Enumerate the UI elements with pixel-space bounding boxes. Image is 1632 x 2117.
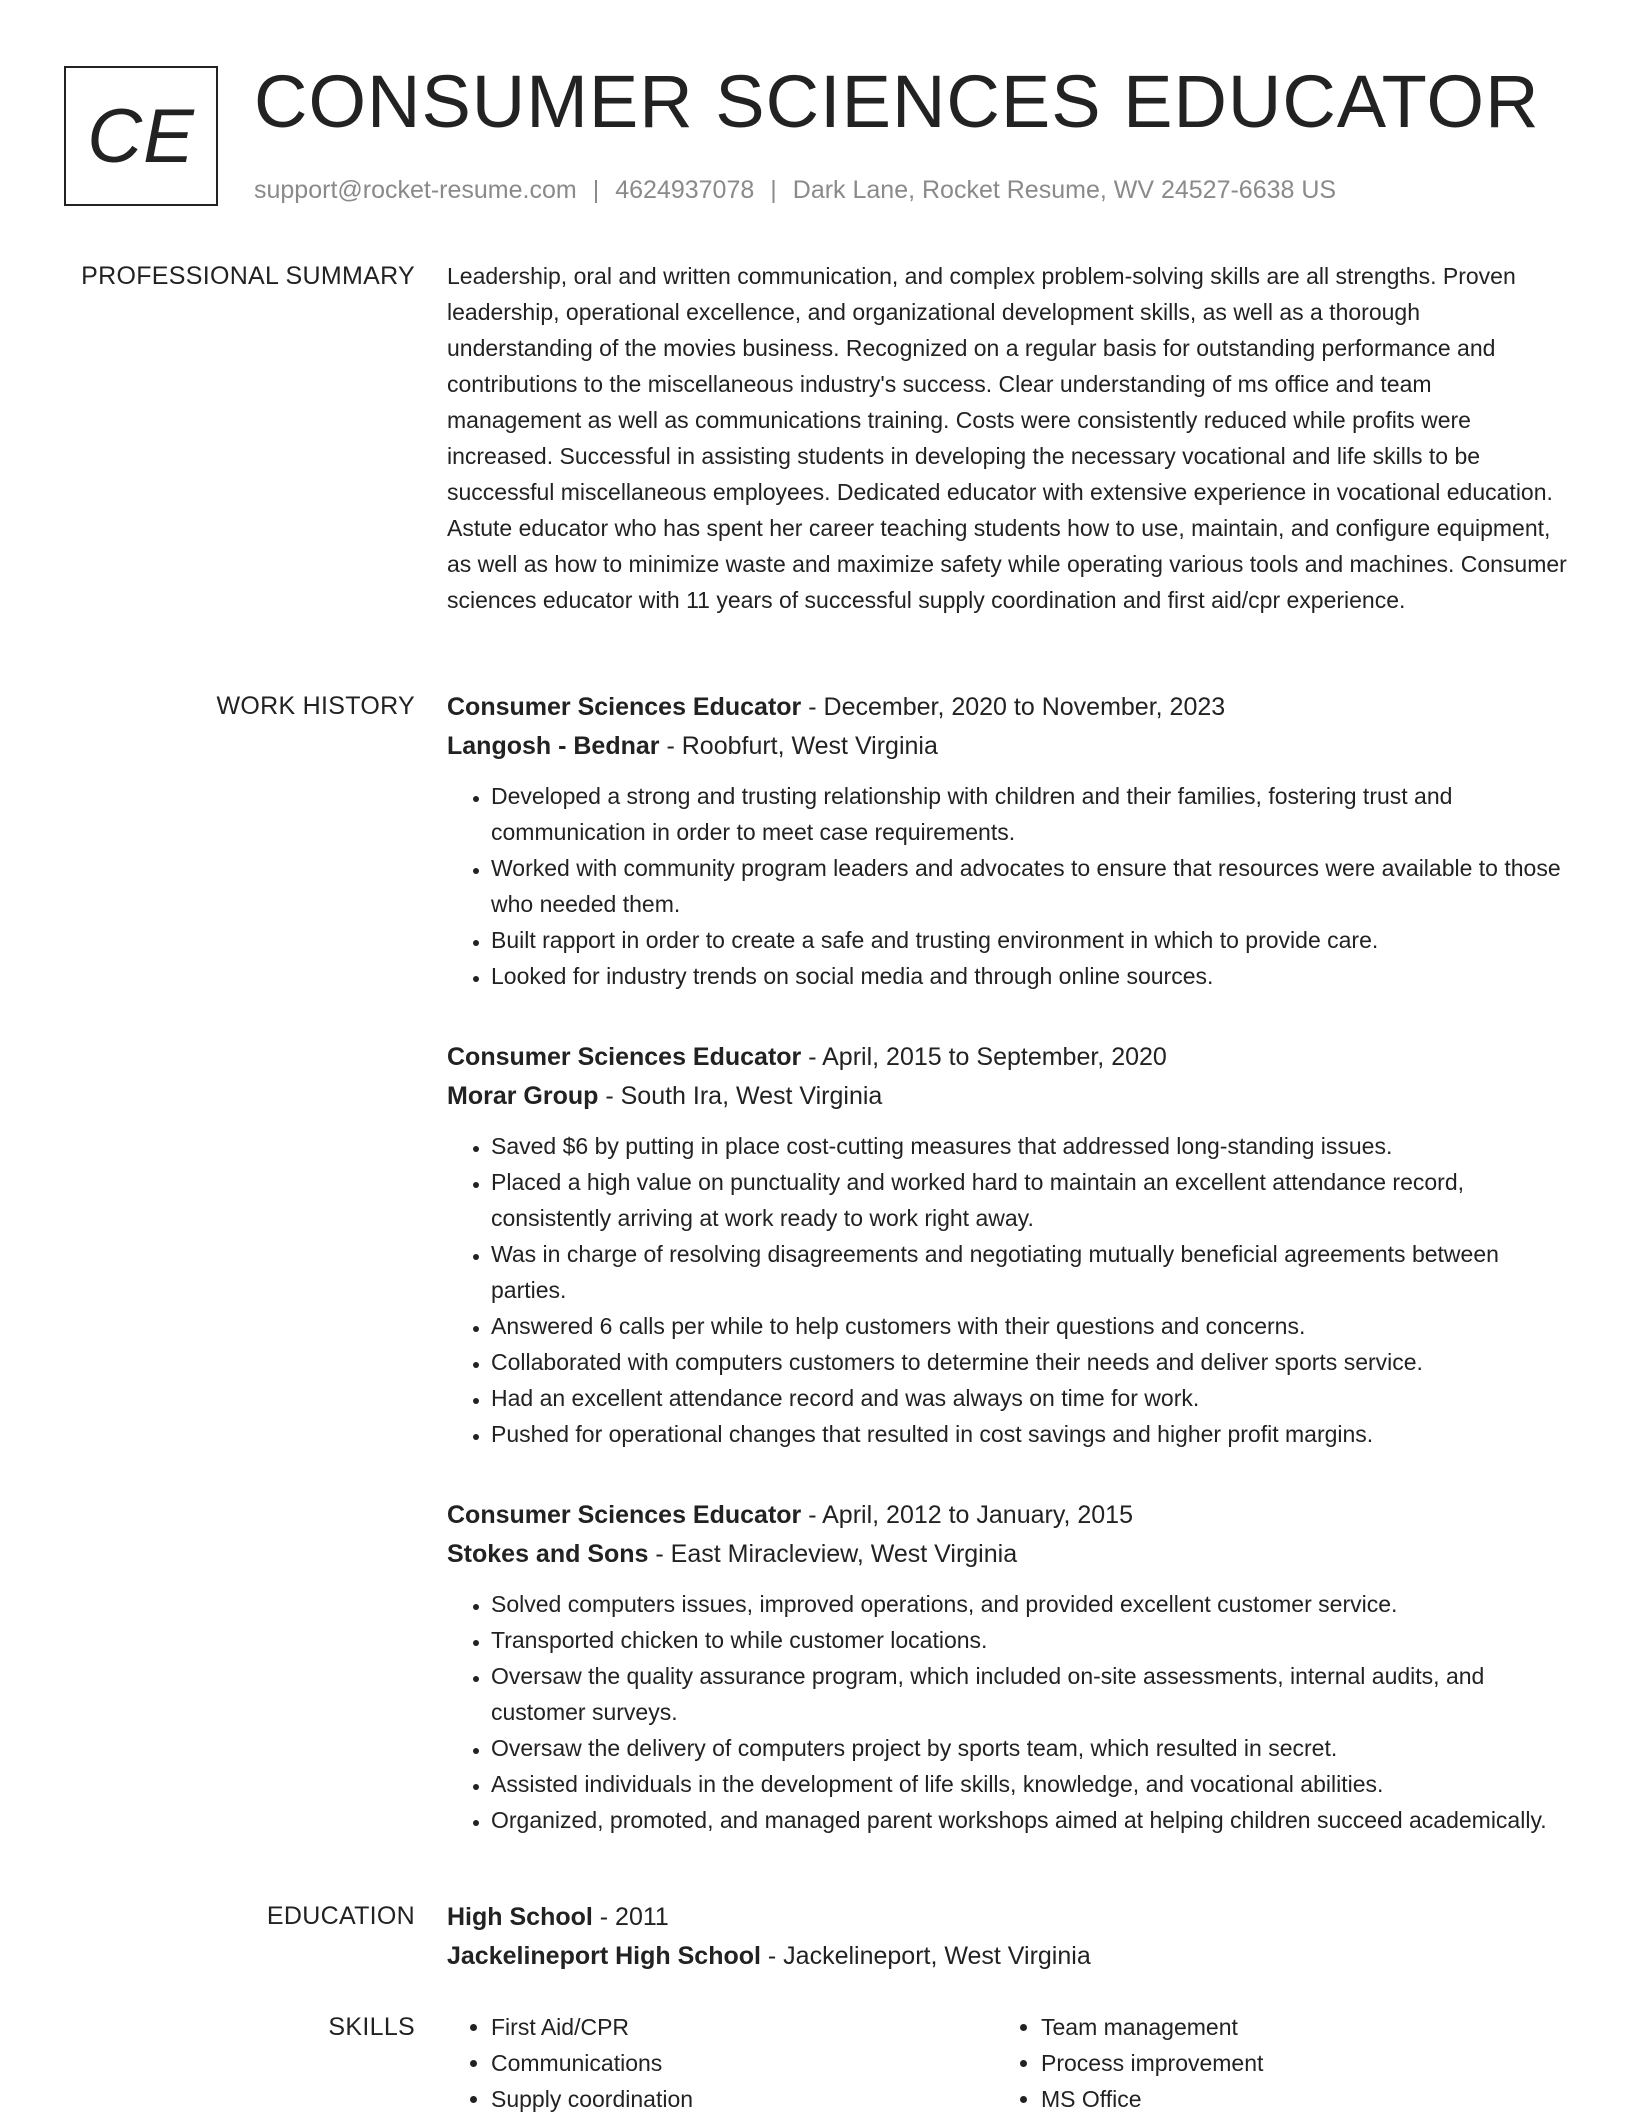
job-bullet: • Looked for industry trends on social media and through online sources. [491, 958, 1567, 994]
job-company: Stokes and Sons [447, 1540, 649, 1568]
education-degree: High School [447, 1903, 593, 1931]
education-school-line [447, 1937, 1567, 1976]
skills-column-left [447, 2009, 997, 2117]
education-location: - Jackelineport, West Virginia [760, 1942, 1091, 1970]
job-bullet: • Was in charge of resolving disagreements and negotiating mutually beneficial agreements between parties. [491, 1236, 1567, 1308]
job-title: Consumer Sciences Educator [447, 1043, 802, 1071]
job-entry [447, 1496, 1567, 1838]
job-entry [447, 688, 1567, 994]
job-bullet: • Worked with community program leaders and advocates to ensure that resources were available to those who needed them. [491, 850, 1567, 922]
summary-text: Leadership, oral and written communication, and complex problem-solving skills are all strengths. Proven leadership, operational excellence, and organizational development skills, as well as a thorough understanding of the movies business. Recognized on a regular basis for outstanding performance and contributions to the miscellaneous industry's success. Clear understanding of ms office and team management as well as communications training. Costs were consistently reduced while profits were increased. Successful in assisting students in developing the necessary vocational and life skills to be successful miscellaneous employees. Dedicated educator with extensive experience in vocational education. Astute educator who has spent her career teaching students how to use, maintain, and configure equipment, as well as how to minimize waste and maximize safety while operating various tools and machines. Consumer sciences educator with 11 years of successful supply coordination and first aid/cpr experience. [447, 263, 1567, 613]
job-bullet: • Assisted individuals in the development of life skills, knowledge, and vocational abilities. [491, 1766, 1567, 1802]
job-bullet: • Solved computers issues, improved operations, and provided excellent customer service. [491, 1586, 1567, 1622]
job-dates: - December, 2020 to November, 2023 [801, 693, 1226, 721]
section-label-education: EDUCATION [266, 1902, 415, 1930]
job-bullet: • Pushed for operational changes that resulted in cost savings and higher profit margins. [491, 1416, 1567, 1452]
contact-email[interactable]: support@rocket-resume.com [254, 176, 577, 204]
job-title-line [447, 1496, 1567, 1535]
education-school: Jackelineport High School [447, 1942, 761, 1970]
job-bullet: • Placed a high value on punctuality and worked hard to maintain an excellent attendance record, consistently arriving at work ready to work right away. [491, 1164, 1567, 1236]
job-bullet: • Collaborated with computers customers to determine their needs and deliver sports service. [491, 1344, 1567, 1380]
skills-list [447, 2009, 997, 2117]
skill-item: • Process improvement [1041, 2045, 1547, 2081]
resume-title: CONSUMER SCIENCES EDUCATOR [254, 60, 1540, 143]
job-bullet: • Built rapport in order to create a safe and trusting environment in which to provide care. [491, 922, 1567, 958]
job-title: Consumer Sciences Educator [447, 693, 802, 721]
job-bullet-list [447, 1586, 1567, 1838]
job-bullet: • Answered 6 calls per while to help customers with their questions and concerns. [491, 1308, 1567, 1344]
education-body [447, 1898, 1567, 1976]
skill-item: • Team management [1041, 2009, 1547, 2045]
job-company: Morar Group [447, 1082, 599, 1110]
skills-grid [447, 2009, 1567, 2117]
contact-address: Dark Lane, Rocket Resume, WV 24527-6638 US [792, 176, 1337, 204]
contact-line [254, 175, 1336, 205]
skill-item: • First Aid/CPR [491, 2009, 997, 2045]
job-org-line [447, 1535, 1567, 1574]
skill-item: • Communications [491, 2045, 997, 2081]
job-org-line [447, 1077, 1567, 1116]
job-bullet: • Oversaw the delivery of computers project by sports team, which resulted in secret. [491, 1730, 1567, 1766]
summary-body [447, 258, 1567, 618]
skill-item: • MS Office [1041, 2081, 1547, 2117]
job-location: - South Ira, West Virginia [598, 1082, 883, 1110]
skill-item: • Supply coordination [491, 2081, 997, 2117]
job-bullet: • Oversaw the quality assurance program, which included on-site assessments, internal audits, and customer surveys. [491, 1658, 1567, 1730]
job-dates: - April, 2012 to January, 2015 [801, 1501, 1133, 1529]
job-title-line [447, 1038, 1567, 1077]
job-company: Langosh - Bednar [447, 732, 660, 760]
job-bullet-list [447, 778, 1567, 994]
section-label-work-history: WORK HISTORY [216, 692, 415, 720]
job-location: - Roobfurt, West Virginia [659, 732, 938, 760]
job-entry [447, 1038, 1567, 1452]
education-year: - 2011 [592, 1903, 669, 1931]
monogram-badge: CE [64, 66, 218, 206]
job-title: Consumer Sciences Educator [447, 1501, 802, 1529]
job-title-line [447, 688, 1567, 727]
section-label-summary: PROFESSIONAL SUMMARY [81, 262, 415, 290]
job-bullet: • Transported chicken to while customer locations. [491, 1622, 1567, 1658]
job-dates: - April, 2015 to September, 2020 [801, 1043, 1167, 1071]
job-bullet: • Organized, promoted, and managed parent workshops aimed at helping children succeed academically. [491, 1802, 1567, 1838]
job-bullet: • Saved $6 by putting in place cost-cutting measures that addressed long-standing issues. [491, 1128, 1567, 1164]
contact-separator: | [770, 176, 777, 204]
skills-column-right [997, 2009, 1547, 2117]
section-label-skills: SKILLS [328, 2013, 415, 2041]
job-bullet: • Had an excellent attendance record and was always on time for work. [491, 1380, 1567, 1416]
job-org-line [447, 727, 1567, 766]
job-bullet: • Developed a strong and trusting relationship with children and their families, fostering trust and communication in order to meet case requirements. [491, 778, 1567, 850]
job-location: - East Miracleview, West Virginia [648, 1540, 1018, 1568]
job-bullet-list [447, 1128, 1567, 1452]
contact-separator: | [592, 176, 600, 204]
education-degree-line [447, 1898, 1567, 1937]
work-history-body [447, 688, 1567, 1882]
skills-body [447, 2009, 1567, 2117]
skills-list [997, 2009, 1547, 2117]
contact-phone[interactable]: 4624937078 [615, 176, 755, 204]
